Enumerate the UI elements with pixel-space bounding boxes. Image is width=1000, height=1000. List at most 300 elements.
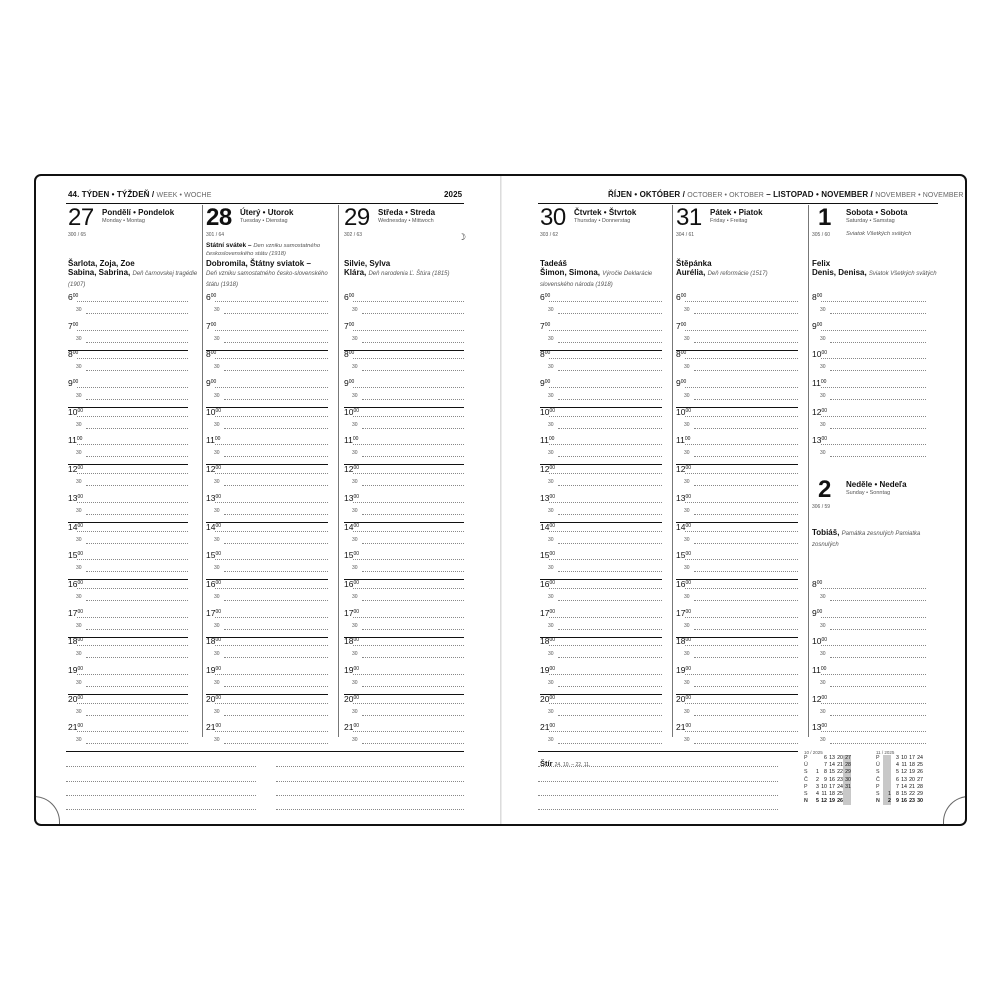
hour-slots-28[interactable]: [206, 293, 328, 752]
write-line[interactable]: [362, 456, 464, 457]
hour-slot[interactable]: [676, 494, 798, 523]
write-line[interactable]: [694, 600, 798, 601]
write-line[interactable]: [77, 416, 188, 417]
hour-slot[interactable]: [676, 523, 798, 552]
write-line[interactable]: [685, 645, 798, 646]
hour-slot[interactable]: [540, 293, 662, 322]
hour-slot[interactable]: [206, 523, 328, 552]
write-line[interactable]: [86, 342, 188, 343]
write-line[interactable]: [353, 731, 464, 732]
write-line[interactable]: [821, 645, 926, 646]
write-line[interactable]: [830, 428, 926, 429]
write-line[interactable]: [215, 531, 328, 532]
write-line[interactable]: [215, 301, 328, 302]
write-line[interactable]: [215, 330, 328, 331]
write-line[interactable]: [694, 456, 798, 457]
write-line[interactable]: [362, 571, 464, 572]
hour-slot[interactable]: [344, 350, 464, 379]
hour-slot[interactable]: [540, 494, 662, 523]
hour-slot[interactable]: [540, 666, 662, 695]
hour-slot[interactable]: [68, 408, 188, 437]
write-line[interactable]: [215, 731, 328, 732]
write-line[interactable]: [353, 444, 464, 445]
hour-slot[interactable]: [206, 293, 328, 322]
hour-slot[interactable]: [676, 436, 798, 465]
write-line[interactable]: [77, 559, 188, 560]
hour-slot[interactable]: [68, 350, 188, 379]
write-line[interactable]: [558, 600, 662, 601]
write-line[interactable]: [549, 703, 662, 704]
hour-slot[interactable]: [676, 609, 798, 638]
hour-slot[interactable]: [540, 379, 662, 408]
write-line[interactable]: [821, 444, 926, 445]
write-line[interactable]: [694, 370, 798, 371]
write-line[interactable]: [558, 485, 662, 486]
write-line[interactable]: [353, 588, 464, 589]
write-line[interactable]: [77, 731, 188, 732]
note-line[interactable]: [66, 809, 256, 810]
hour-slot[interactable]: [344, 723, 464, 752]
day-27[interactable]: [68, 204, 198, 298]
write-line[interactable]: [685, 444, 798, 445]
hour-slot[interactable]: [206, 465, 328, 494]
write-line[interactable]: [77, 358, 188, 359]
hour-slot[interactable]: [68, 551, 188, 580]
write-line[interactable]: [353, 387, 464, 388]
write-line[interactable]: [353, 674, 464, 675]
hour-slot[interactable]: [206, 580, 328, 609]
hour-slot[interactable]: [68, 609, 188, 638]
write-line[interactable]: [694, 514, 798, 515]
write-line[interactable]: [86, 456, 188, 457]
hour-slot[interactable]: [540, 580, 662, 609]
write-line[interactable]: [558, 313, 662, 314]
write-line[interactable]: [86, 629, 188, 630]
hour-slot[interactable]: [676, 637, 798, 666]
write-line[interactable]: [685, 559, 798, 560]
write-line[interactable]: [86, 571, 188, 572]
hour-slot[interactable]: [206, 637, 328, 666]
note-line[interactable]: [66, 781, 256, 782]
write-line[interactable]: [224, 485, 328, 486]
hour-slot[interactable]: [676, 723, 798, 752]
write-line[interactable]: [558, 428, 662, 429]
write-line[interactable]: [353, 301, 464, 302]
hour-slot[interactable]: [344, 580, 464, 609]
note-line[interactable]: [276, 781, 464, 782]
write-line[interactable]: [685, 473, 798, 474]
hour-slot[interactable]: [344, 609, 464, 638]
hour-slot[interactable]: [676, 408, 798, 437]
write-line[interactable]: [362, 313, 464, 314]
write-line[interactable]: [821, 674, 926, 675]
write-line[interactable]: [86, 514, 188, 515]
hour-slot[interactable]: [206, 723, 328, 752]
write-line[interactable]: [549, 502, 662, 503]
hour-slots-30[interactable]: [540, 293, 662, 752]
write-line[interactable]: [830, 629, 926, 630]
write-line[interactable]: [558, 456, 662, 457]
write-line[interactable]: [694, 657, 798, 658]
hour-slot[interactable]: [344, 379, 464, 408]
day-29[interactable]: [344, 204, 472, 298]
hour-slot[interactable]: [540, 637, 662, 666]
hour-slot[interactable]: [68, 523, 188, 552]
write-line[interactable]: [215, 703, 328, 704]
write-line[interactable]: [685, 617, 798, 618]
write-line[interactable]: [353, 473, 464, 474]
write-line[interactable]: [821, 330, 926, 331]
hour-slot[interactable]: [344, 523, 464, 552]
hour-slot[interactable]: [68, 293, 188, 322]
write-line[interactable]: [558, 514, 662, 515]
write-line[interactable]: [821, 416, 926, 417]
write-line[interactable]: [549, 617, 662, 618]
hour-slot[interactable]: [206, 551, 328, 580]
write-line[interactable]: [830, 370, 926, 371]
write-line[interactable]: [215, 387, 328, 388]
write-line[interactable]: [558, 571, 662, 572]
write-line[interactable]: [549, 301, 662, 302]
write-line[interactable]: [353, 502, 464, 503]
hour-slot[interactable]: [540, 723, 662, 752]
write-line[interactable]: [362, 342, 464, 343]
write-line[interactable]: [558, 629, 662, 630]
note-line[interactable]: [276, 766, 464, 767]
write-line[interactable]: [215, 502, 328, 503]
note-line[interactable]: [276, 795, 464, 796]
hour-slot[interactable]: [812, 379, 926, 408]
hour-slots-27[interactable]: [68, 293, 188, 752]
write-line[interactable]: [86, 313, 188, 314]
hour-slot[interactable]: [68, 580, 188, 609]
hour-slot[interactable]: [68, 379, 188, 408]
hour-slots-31[interactable]: [676, 293, 798, 752]
hour-slot[interactable]: [540, 436, 662, 465]
hour-slot[interactable]: [344, 322, 464, 351]
write-line[interactable]: [549, 387, 662, 388]
write-line[interactable]: [694, 399, 798, 400]
write-line[interactable]: [224, 399, 328, 400]
write-line[interactable]: [685, 531, 798, 532]
write-line[interactable]: [77, 531, 188, 532]
write-line[interactable]: [694, 743, 798, 744]
write-line[interactable]: [685, 387, 798, 388]
write-line[interactable]: [685, 301, 798, 302]
write-line[interactable]: [353, 703, 464, 704]
hour-slot[interactable]: [676, 350, 798, 379]
note-line[interactable]: [538, 795, 778, 796]
hour-slot[interactable]: [344, 293, 464, 322]
write-line[interactable]: [685, 358, 798, 359]
hour-slots-2[interactable]: [812, 580, 926, 752]
write-line[interactable]: [830, 657, 926, 658]
write-line[interactable]: [77, 301, 188, 302]
write-line[interactable]: [86, 600, 188, 601]
note-line[interactable]: [66, 766, 256, 767]
hour-slot[interactable]: [68, 322, 188, 351]
hour-slot[interactable]: [676, 379, 798, 408]
write-line[interactable]: [215, 358, 328, 359]
write-line[interactable]: [86, 743, 188, 744]
write-line[interactable]: [362, 399, 464, 400]
write-line[interactable]: [821, 731, 926, 732]
write-line[interactable]: [353, 645, 464, 646]
write-line[interactable]: [86, 686, 188, 687]
write-line[interactable]: [694, 571, 798, 572]
write-line[interactable]: [77, 703, 188, 704]
write-line[interactable]: [77, 588, 188, 589]
hour-slot[interactable]: [812, 695, 926, 724]
hour-slot[interactable]: [540, 695, 662, 724]
hour-slot[interactable]: [540, 523, 662, 552]
hour-slot[interactable]: [812, 436, 926, 465]
write-line[interactable]: [224, 657, 328, 658]
write-line[interactable]: [558, 743, 662, 744]
hour-slot[interactable]: [206, 436, 328, 465]
write-line[interactable]: [353, 416, 464, 417]
write-line[interactable]: [830, 715, 926, 716]
hour-slot[interactable]: [676, 695, 798, 724]
write-line[interactable]: [77, 617, 188, 618]
write-line[interactable]: [215, 617, 328, 618]
write-line[interactable]: [694, 428, 798, 429]
write-line[interactable]: [224, 313, 328, 314]
write-line[interactable]: [353, 559, 464, 560]
write-line[interactable]: [86, 485, 188, 486]
write-line[interactable]: [86, 370, 188, 371]
write-line[interactable]: [224, 686, 328, 687]
hour-slot[interactable]: [812, 666, 926, 695]
write-line[interactable]: [224, 428, 328, 429]
write-line[interactable]: [86, 543, 188, 544]
hour-slot[interactable]: [206, 494, 328, 523]
write-line[interactable]: [558, 342, 662, 343]
hour-slot[interactable]: [676, 580, 798, 609]
write-line[interactable]: [362, 428, 464, 429]
write-line[interactable]: [549, 416, 662, 417]
write-line[interactable]: [549, 588, 662, 589]
hour-slots-1[interactable]: [812, 293, 926, 465]
write-line[interactable]: [558, 370, 662, 371]
hour-slot[interactable]: [676, 551, 798, 580]
hour-slot[interactable]: [68, 695, 188, 724]
write-line[interactable]: [362, 600, 464, 601]
hour-slot[interactable]: [206, 379, 328, 408]
write-line[interactable]: [549, 731, 662, 732]
write-line[interactable]: [549, 531, 662, 532]
hour-slot[interactable]: [206, 408, 328, 437]
hour-slot[interactable]: [68, 465, 188, 494]
write-line[interactable]: [77, 387, 188, 388]
hour-slot[interactable]: [68, 494, 188, 523]
hour-slot[interactable]: [206, 609, 328, 638]
write-line[interactable]: [830, 456, 926, 457]
write-line[interactable]: [224, 456, 328, 457]
write-line[interactable]: [224, 370, 328, 371]
note-line[interactable]: [66, 795, 256, 796]
write-line[interactable]: [215, 674, 328, 675]
write-line[interactable]: [86, 428, 188, 429]
write-line[interactable]: [830, 342, 926, 343]
write-line[interactable]: [685, 703, 798, 704]
write-line[interactable]: [694, 543, 798, 544]
write-line[interactable]: [685, 731, 798, 732]
hour-slot[interactable]: [540, 609, 662, 638]
write-line[interactable]: [694, 686, 798, 687]
write-line[interactable]: [77, 502, 188, 503]
hour-slot[interactable]: [344, 666, 464, 695]
write-line[interactable]: [362, 485, 464, 486]
hour-slot[interactable]: [206, 666, 328, 695]
hour-slot[interactable]: [344, 695, 464, 724]
hour-slot[interactable]: [540, 322, 662, 351]
write-line[interactable]: [821, 387, 926, 388]
write-line[interactable]: [830, 399, 926, 400]
write-line[interactable]: [558, 399, 662, 400]
write-line[interactable]: [685, 502, 798, 503]
hour-slot[interactable]: [812, 609, 926, 638]
write-line[interactable]: [685, 588, 798, 589]
write-line[interactable]: [77, 645, 188, 646]
write-line[interactable]: [821, 588, 926, 589]
note-line[interactable]: [538, 809, 778, 810]
write-line[interactable]: [558, 715, 662, 716]
hour-slot[interactable]: [206, 350, 328, 379]
write-line[interactable]: [362, 657, 464, 658]
write-line[interactable]: [215, 588, 328, 589]
write-line[interactable]: [215, 559, 328, 560]
write-line[interactable]: [821, 617, 926, 618]
write-line[interactable]: [77, 473, 188, 474]
hour-slot[interactable]: [540, 408, 662, 437]
hour-slot[interactable]: [676, 322, 798, 351]
hour-slot[interactable]: [812, 637, 926, 666]
write-line[interactable]: [224, 514, 328, 515]
write-line[interactable]: [362, 686, 464, 687]
hour-slot[interactable]: [68, 723, 188, 752]
hour-slot[interactable]: [812, 723, 926, 752]
write-line[interactable]: [549, 444, 662, 445]
hour-slot[interactable]: [344, 465, 464, 494]
write-line[interactable]: [362, 370, 464, 371]
hour-slot[interactable]: [812, 580, 926, 609]
write-line[interactable]: [830, 743, 926, 744]
hour-slot[interactable]: [812, 293, 926, 322]
write-line[interactable]: [549, 674, 662, 675]
hour-slot[interactable]: [812, 322, 926, 351]
write-line[interactable]: [362, 629, 464, 630]
write-line[interactable]: [694, 485, 798, 486]
write-line[interactable]: [362, 543, 464, 544]
write-line[interactable]: [685, 330, 798, 331]
hour-slot[interactable]: [344, 551, 464, 580]
day-30[interactable]: [540, 204, 668, 298]
write-line[interactable]: [77, 444, 188, 445]
hour-slot[interactable]: [206, 322, 328, 351]
hour-slot[interactable]: [676, 666, 798, 695]
note-line[interactable]: [276, 809, 464, 810]
day-2[interactable]: [812, 476, 942, 550]
write-line[interactable]: [685, 674, 798, 675]
write-line[interactable]: [224, 629, 328, 630]
write-line[interactable]: [549, 473, 662, 474]
write-line[interactable]: [86, 657, 188, 658]
note-line[interactable]: [538, 766, 778, 767]
write-line[interactable]: [830, 686, 926, 687]
write-line[interactable]: [694, 313, 798, 314]
write-line[interactable]: [362, 715, 464, 716]
note-line[interactable]: [538, 781, 778, 782]
hour-slot[interactable]: [206, 695, 328, 724]
write-line[interactable]: [224, 342, 328, 343]
write-line[interactable]: [215, 416, 328, 417]
hour-slot[interactable]: [812, 350, 926, 379]
write-line[interactable]: [685, 416, 798, 417]
write-line[interactable]: [549, 358, 662, 359]
hour-slot[interactable]: [344, 494, 464, 523]
hour-slot[interactable]: [68, 436, 188, 465]
write-line[interactable]: [558, 686, 662, 687]
write-line[interactable]: [549, 330, 662, 331]
hour-slot[interactable]: [344, 408, 464, 437]
write-line[interactable]: [86, 715, 188, 716]
write-line[interactable]: [694, 715, 798, 716]
hour-slots-29[interactable]: [344, 293, 464, 752]
hour-slot[interactable]: [676, 293, 798, 322]
write-line[interactable]: [215, 444, 328, 445]
write-line[interactable]: [77, 330, 188, 331]
hour-slot[interactable]: [344, 436, 464, 465]
write-line[interactable]: [558, 543, 662, 544]
write-line[interactable]: [694, 342, 798, 343]
write-line[interactable]: [353, 358, 464, 359]
write-line[interactable]: [86, 399, 188, 400]
write-line[interactable]: [830, 313, 926, 314]
hour-slot[interactable]: [540, 551, 662, 580]
day-28[interactable]: [206, 204, 336, 298]
hour-slot[interactable]: [540, 350, 662, 379]
write-line[interactable]: [821, 301, 926, 302]
write-line[interactable]: [830, 600, 926, 601]
write-line[interactable]: [362, 514, 464, 515]
write-line[interactable]: [549, 645, 662, 646]
write-line[interactable]: [215, 473, 328, 474]
write-line[interactable]: [694, 629, 798, 630]
write-line[interactable]: [362, 743, 464, 744]
write-line[interactable]: [549, 559, 662, 560]
hour-slot[interactable]: [676, 465, 798, 494]
write-line[interactable]: [224, 543, 328, 544]
write-line[interactable]: [224, 743, 328, 744]
hour-slot[interactable]: [68, 666, 188, 695]
hour-slot[interactable]: [68, 637, 188, 666]
write-line[interactable]: [77, 674, 188, 675]
write-line[interactable]: [353, 531, 464, 532]
write-line[interactable]: [558, 657, 662, 658]
hour-slot[interactable]: [812, 408, 926, 437]
write-line[interactable]: [224, 600, 328, 601]
write-line[interactable]: [224, 571, 328, 572]
write-line[interactable]: [353, 330, 464, 331]
write-line[interactable]: [224, 715, 328, 716]
write-line[interactable]: [215, 645, 328, 646]
hour-slot[interactable]: [540, 465, 662, 494]
hour-slot[interactable]: [344, 637, 464, 666]
day-31[interactable]: [676, 204, 804, 298]
write-line[interactable]: [821, 358, 926, 359]
day-1[interactable]: [812, 204, 942, 298]
